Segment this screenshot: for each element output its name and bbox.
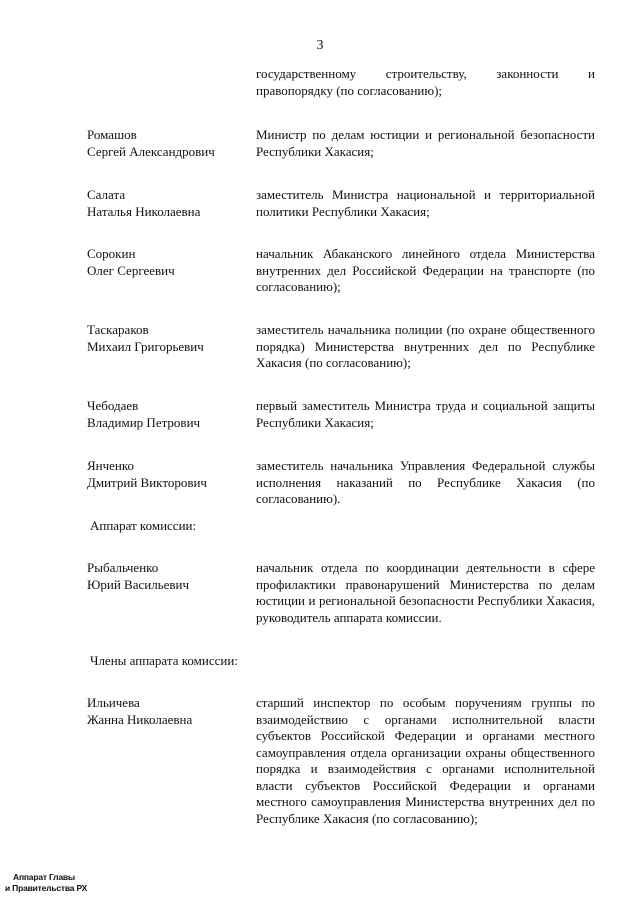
member-surname: Таскараков bbox=[87, 322, 149, 337]
member-role-sorokin: начальник Абаканского линейного отдела Министерства внутренних дел Российской Федерации на транспорте (по согласованию); bbox=[256, 246, 595, 294]
apparatus-members-heading: Члены аппарата комиссии: bbox=[90, 653, 238, 668]
stamp-line-1: Аппарат Главы bbox=[13, 872, 75, 882]
member-name-chebodaev bbox=[87, 398, 247, 431]
member-given-name: Дмитрий Викторович bbox=[87, 474, 207, 490]
member-role-chebodaev: первый заместитель Министра труда и социальной защиты Республики Хакасия; bbox=[256, 398, 595, 430]
member-role-romashov: Министр по делам юстиции и региональной безопасности Республики Хакасия; bbox=[256, 127, 595, 159]
apparatus-head-name bbox=[87, 560, 247, 593]
member-surname: Ильичева bbox=[87, 695, 140, 710]
continuation-text: государственному строительству, законности и правопорядку (по согласованию); bbox=[256, 66, 595, 98]
member-given-name: Олег Сергеевич bbox=[87, 262, 175, 278]
member-surname: Янченко bbox=[87, 458, 135, 473]
member-name-romashov bbox=[87, 127, 247, 160]
member-name-taskarakov bbox=[87, 322, 247, 355]
apparatus-head-role: начальник отдела по координации деятельности в сфере профилактики правонарушений Министерства по делам юстиции и региональной безопасности Республики Хакасия, руководитель аппарата комиссии. bbox=[256, 560, 595, 625]
apparatus-heading: Аппарат комиссии: bbox=[90, 518, 197, 533]
member-role-yanchenko: заместитель начальника Управления Федеральной службы исполнения наказаний по Республике Хакасия (по согласованию). bbox=[256, 458, 595, 506]
member-surname: Чебодаев bbox=[87, 398, 139, 413]
member-surname: Рыбальченко bbox=[87, 560, 159, 575]
apparatus-member-role: старший инспектор по особым поручениям группы по взаимодействию с органами исполнительной власти субъектов Российской Федерации и органами местного самоуправления отдела организации охраны общественного порядка и взаимодействия с органами исполнительной власти субъектов Российской Федерации и органами местного самоуправления Министерства внутренних дел по Республике Хакасия (по согласованию); bbox=[256, 695, 595, 826]
member-given-name: Наталья Николаевна bbox=[87, 203, 201, 219]
member-given-name: Сергей Александрович bbox=[87, 143, 215, 159]
apparatus-member-name bbox=[87, 695, 247, 728]
member-given-name: Михаил Григорьевич bbox=[87, 338, 204, 354]
page-number: 3 bbox=[316, 38, 324, 53]
member-name-salata bbox=[87, 187, 247, 220]
office-stamp bbox=[5, 872, 87, 894]
member-surname: Ромашов bbox=[87, 127, 137, 142]
member-name-yanchenko bbox=[87, 458, 247, 491]
member-given-name: Жанна Николаевна bbox=[87, 711, 193, 727]
member-surname: Салата bbox=[87, 187, 126, 202]
stamp-line-2: и Правительства РХ bbox=[5, 883, 88, 893]
member-name-sorokin bbox=[87, 246, 247, 279]
member-given-name: Владимир Петрович bbox=[87, 414, 201, 430]
member-given-name: Юрий Васильевич bbox=[87, 576, 190, 592]
member-role-taskarakov: заместитель начальника полиции (по охране общественного порядка) Министерства внутренних дел по Республике Хакасия (по согласованию); bbox=[256, 322, 595, 370]
member-surname: Сорокин bbox=[87, 246, 136, 261]
member-role-salata: заместитель Министра национальной и территориальной политики Республики Хакасия; bbox=[256, 187, 595, 219]
